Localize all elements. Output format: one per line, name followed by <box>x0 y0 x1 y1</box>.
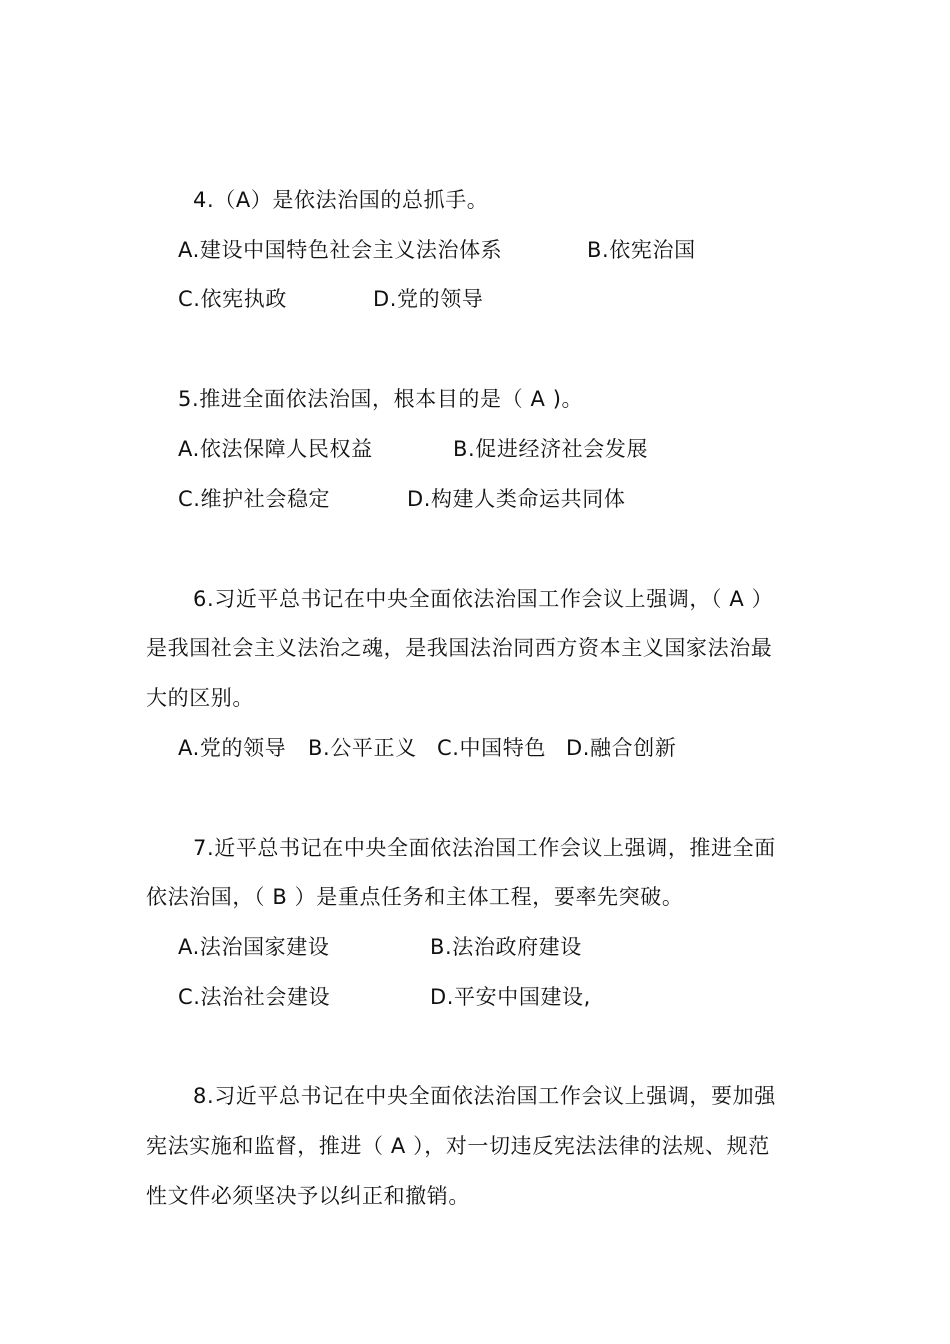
question-5-option-a: A.依法保障人民权益 <box>178 437 373 461</box>
question-7-option-b: B.法治政府建设 <box>430 935 582 959</box>
question-6-option-b: B.公平正义 <box>308 736 417 760</box>
question-6-stem-line-2: 是我国社会主义法治之魂，是我国法治同西方资本主义国家法治最 <box>146 636 773 660</box>
question-8-stem-line-3: 性文件必须坚决予以纠正和撤销。 <box>146 1184 470 1208</box>
question-7-stem-line-1: 7.近平总书记在中央全面依法治国工作会议上强调，推进全面 <box>193 836 776 860</box>
question-5-option-b: B.促进经济社会发展 <box>453 437 649 461</box>
question-7-option-c: C.法治社会建设 <box>178 985 331 1009</box>
question-4-stem: 4.（A）是依法治国的总抓手。 <box>193 188 489 212</box>
question-6-option-a: A.党的领导 <box>178 736 287 760</box>
question-7-stem-line-2: 依法治国，（ B ）是重点任务和主体工程，要率先突破。 <box>146 885 684 909</box>
question-7-option-a: A.法治国家建设 <box>178 935 330 959</box>
question-7-option-d: D.平安中国建设, <box>430 985 591 1009</box>
question-8-stem-line-1: 8.习近平总书记在中央全面依法治国工作会议上强调，要加强 <box>193 1084 776 1108</box>
question-4-option-c: C.依宪执政 <box>178 287 287 311</box>
question-6-stem-line-1: 6.习近平总书记在中央全面依法治国工作会议上强调，（ A ） <box>193 587 774 611</box>
question-8-stem-line-2: 宪法实施和监督，推进（ A ），对一切违反宪法法律的法规、规范 <box>146 1134 770 1158</box>
question-4-option-d: D.党的领导 <box>373 287 484 311</box>
question-6-option-c: C.中国特色 <box>437 736 546 760</box>
question-4-option-b: B.依宪治国 <box>587 238 696 262</box>
question-5-option-c: C.维护社会稳定 <box>178 487 331 511</box>
question-5-option-d: D.构建人类命运共同体 <box>407 487 626 511</box>
question-5-stem: 5.推进全面依法治国，根本目的是（ A )。 <box>178 387 584 411</box>
question-6-option-d: D.融合创新 <box>566 736 677 760</box>
question-6-stem-line-3: 大的区别。 <box>146 686 254 710</box>
question-4-option-a: A.建设中国特色社会主义法治体系 <box>178 238 503 262</box>
